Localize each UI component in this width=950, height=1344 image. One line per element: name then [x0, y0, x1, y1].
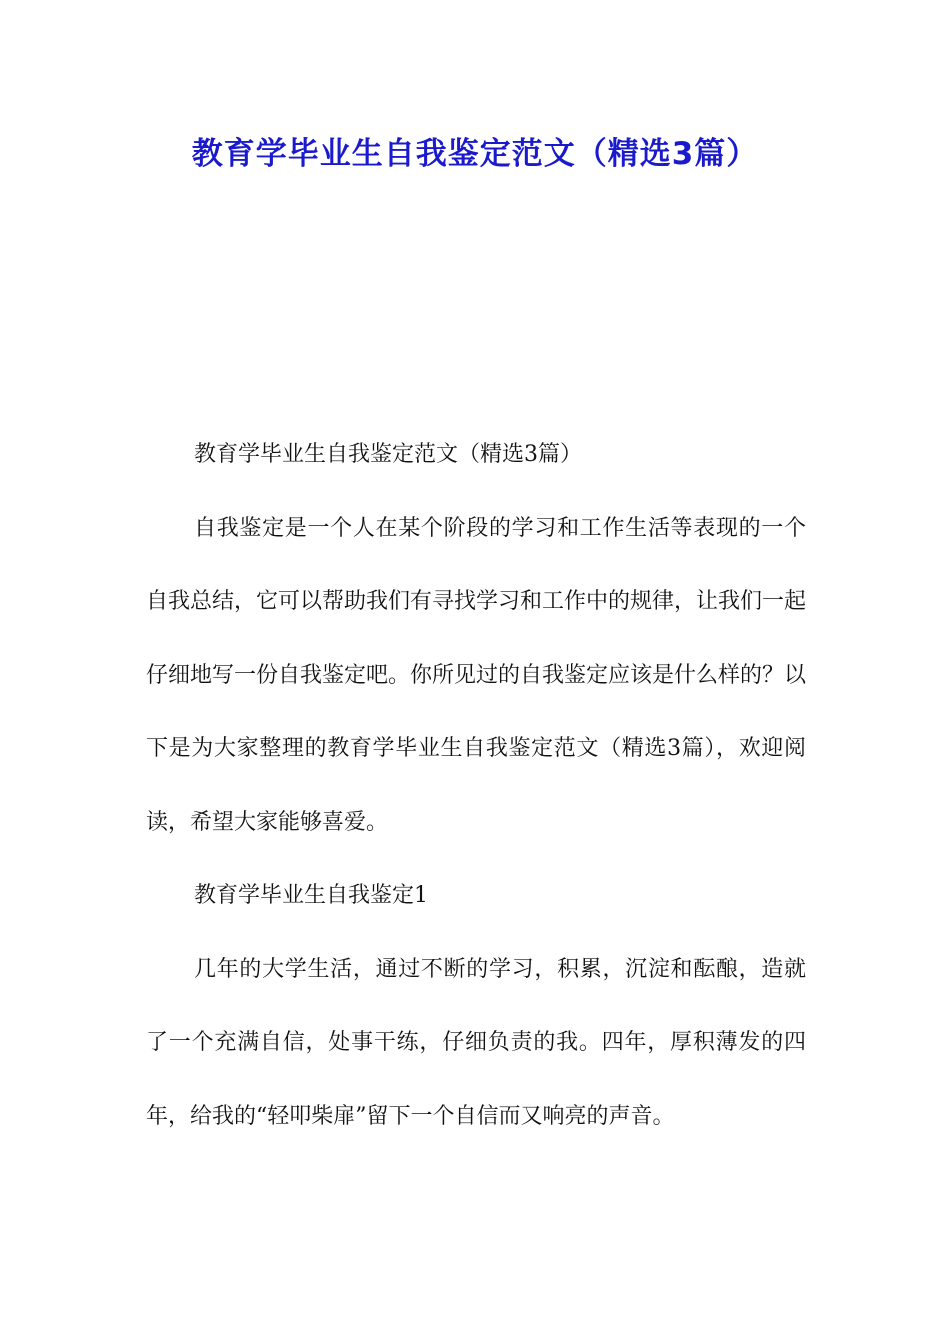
document-title: 教育学毕业生自我鉴定范文（精选3篇）	[191, 136, 759, 172]
paragraph-heading: 教育学毕业生自我鉴定范文（精选3篇）	[194, 442, 582, 467]
document-body	[146, 418, 806, 1153]
paragraph-section-1: 几年的大学生活，通过不断的学习，积累，沉淀和酝酿，造就了一个充满自信，处事干练，仔细负责的我。四年，厚积薄发的四年，给我的“轻叩柴扉”留下一个自信而又响亮的声音。	[146, 956, 806, 1129]
section-heading: 教育学毕业生自我鉴定1	[194, 883, 428, 908]
paragraph-intro: 自我鉴定是一个人在某个阶段的学习和工作生活等表现的一个自我总结，它可以帮助我们有寻找学习和工作中的规律，让我们一起仔细地写一份自我鉴定吧。你所见过的自我鉴定应该是什么样的？以下是为大家整理的教育学毕业生自我鉴定范文（精选3篇），欢迎阅读，希望大家能够喜爱。	[146, 515, 807, 835]
